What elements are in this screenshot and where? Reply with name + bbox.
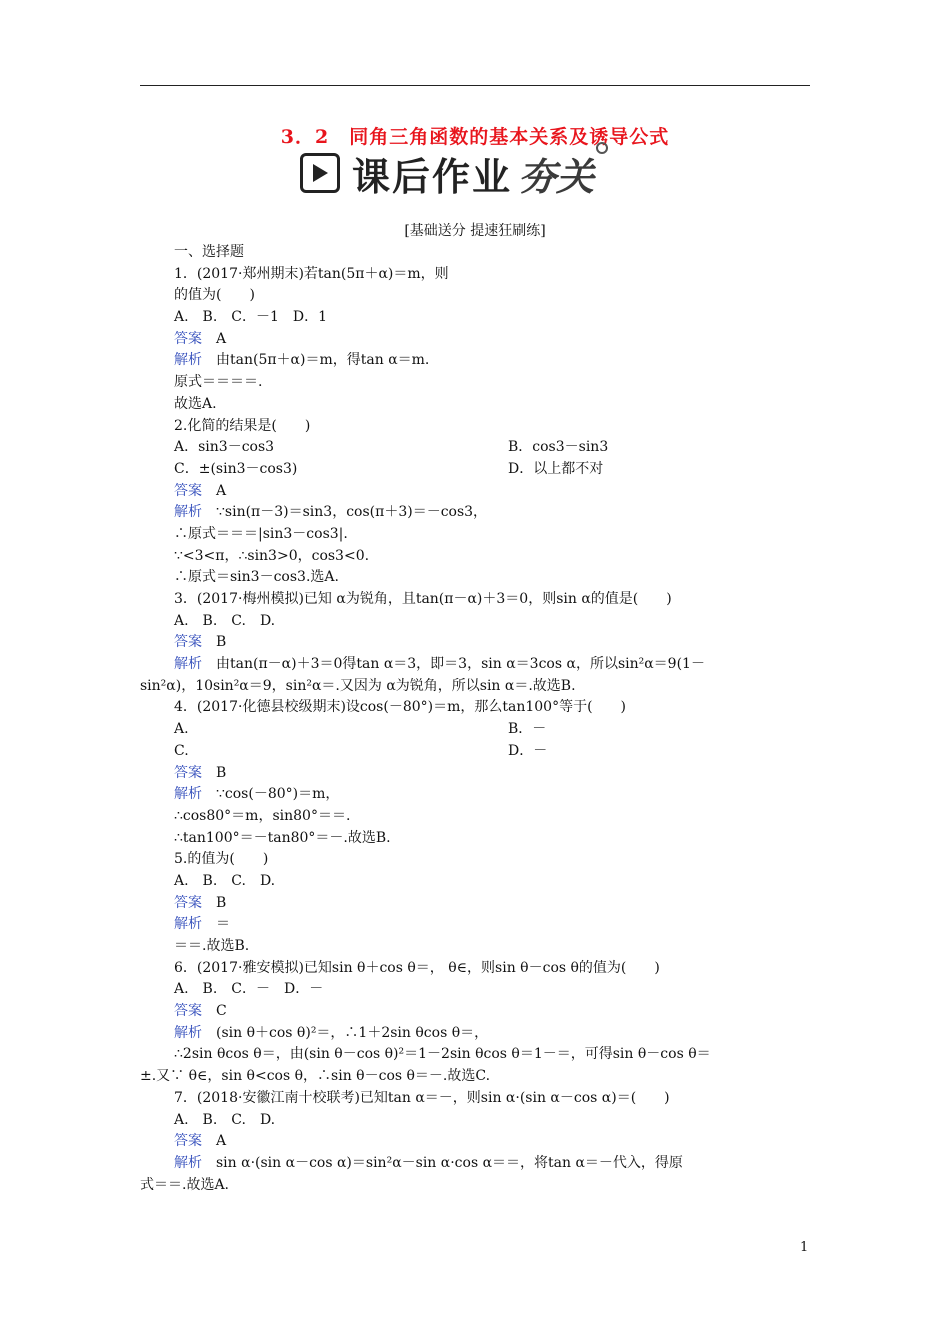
text-line <box>140 632 810 654</box>
text-line <box>140 958 810 980</box>
line-text: 的值为( ) <box>174 287 255 304</box>
line-text: A. B. C．－ D．－ <box>174 981 324 998</box>
section-subtitle: [基础送分 提速狂刷练] <box>404 223 546 239</box>
option-right: D．以上都不对 <box>508 460 604 477</box>
line-text: ∴tan100°＝－tan80°＝－.故选B. <box>174 829 391 846</box>
line-text: 由tan(5π＋α)＝m，得tan α＝m. <box>216 352 430 369</box>
text-line <box>140 459 810 481</box>
answer-label: 答案 <box>174 1003 202 1020</box>
text-line <box>140 437 810 459</box>
answer-label: 答案 <box>174 482 202 499</box>
analysis-label: 解析 <box>174 1154 202 1171</box>
line-text: ∴cos80°＝m，sin80°＝＝. <box>174 807 351 824</box>
answer-label: 答案 <box>174 1133 202 1150</box>
line-text: ±.又∵ θ∈，sin θ<cos θ，∴sin θ－cos θ＝－.故选C. <box>140 1068 491 1085</box>
text-line <box>140 1044 810 1066</box>
text-line <box>140 979 810 1001</box>
line-text: A <box>216 1133 227 1150</box>
text-line <box>140 1023 810 1045</box>
line-text: 1．(2017·郑州期末)若tan(5π＋α)＝m，则 <box>174 265 449 282</box>
text-line <box>140 936 810 958</box>
text-line <box>140 1066 810 1088</box>
text-line <box>140 546 810 568</box>
option-left: A．sin3－cos3 <box>174 439 275 456</box>
text-line <box>140 567 810 589</box>
page-number: 1 <box>800 1240 809 1255</box>
line-text: 原式＝＝＝＝. <box>174 374 263 391</box>
text-line <box>140 806 810 828</box>
line-text: A <box>216 330 227 347</box>
line-text: C <box>216 1003 227 1020</box>
analysis-label: 解析 <box>174 1024 202 1041</box>
text-line <box>140 307 810 329</box>
text-line <box>140 589 810 611</box>
text-line <box>140 1001 810 1023</box>
text-line <box>140 1131 810 1153</box>
line-text: ＝ <box>216 916 230 933</box>
option-left: C. <box>174 742 189 759</box>
text-line <box>140 849 810 871</box>
line-text: 5.的值为( ) <box>174 851 269 868</box>
line-text: 一、选择题 <box>174 244 244 260</box>
analysis-label: 解析 <box>174 916 202 933</box>
text-line <box>140 1088 810 1110</box>
answer-label: 答案 <box>174 330 202 347</box>
text-line <box>140 329 810 351</box>
header-rule <box>140 85 810 86</box>
line-text: A. B. C. D. <box>174 1111 276 1128</box>
text-line <box>140 784 810 806</box>
line-text: 故选A. <box>174 395 217 412</box>
text-line <box>140 741 810 763</box>
line-text: (sin θ＋cos θ)²＝，∴1＋2sin θcos θ＝， <box>216 1024 489 1041</box>
analysis-label: 解析 <box>174 504 202 521</box>
text-line <box>140 372 810 394</box>
line-text: A. B. C. D. <box>174 872 276 889</box>
text-line <box>140 697 810 719</box>
analysis-label: 解析 <box>174 352 202 369</box>
answer-label: 答案 <box>174 634 202 651</box>
text-line <box>140 242 810 264</box>
answer-label: 答案 <box>174 764 202 781</box>
line-text: ＝＝.故选B. <box>174 938 250 954</box>
option-right: D．－ <box>508 742 548 759</box>
text-line <box>140 676 810 698</box>
text-line <box>140 1153 810 1175</box>
line-text: A <box>216 482 227 499</box>
line-text: 4．(2017·化德县校级期末)设cos(－80°)＝m，那么tan100°等于( ) <box>174 699 627 716</box>
text-line <box>140 264 810 286</box>
text-line <box>140 654 810 676</box>
text-line <box>140 914 810 936</box>
line-text: sin α·(sin α－cos α)＝sin²α－sin α·cos α＝＝，将tan α＝－代入，得原 <box>216 1154 683 1171</box>
text-line <box>140 394 810 416</box>
line-text: B <box>216 894 227 911</box>
text-line <box>140 285 810 307</box>
line-text: ∴原式＝sin3－cos3.选A. <box>174 569 339 586</box>
text-line <box>140 1110 810 1132</box>
line-text: 3．(2017·梅州模拟)已知 α为锐角，且tan(π－α)＋3＝0，则sin α的值是( ) <box>174 591 672 607</box>
option-right: B．－ <box>508 721 547 738</box>
option-left: A. <box>174 721 189 738</box>
text-line <box>140 481 810 503</box>
text-line <box>140 763 810 785</box>
line-text: A. B. C. D. <box>174 612 276 629</box>
banner-text: 课后作业 <box>352 154 513 199</box>
line-text: A. B. C．－1 D．1 <box>174 309 328 326</box>
line-text: ∴原式＝＝＝|sin3－cos3|. <box>174 525 348 542</box>
text-line <box>140 893 810 915</box>
banner-logo: 夯关 <box>518 146 594 201</box>
answer-label: 答案 <box>174 894 202 911</box>
text-line <box>140 524 810 546</box>
text-line <box>140 611 810 633</box>
line-text: ∵sin(π－3)＝sin3，cos(π＋3)＝－cos3， <box>216 504 488 521</box>
text-line <box>140 1175 810 1197</box>
play-icon <box>300 153 340 193</box>
line-text: 式＝＝.故选A. <box>140 1176 230 1193</box>
text-line <box>140 719 810 741</box>
text-line <box>140 350 810 372</box>
text-line <box>140 828 810 850</box>
section-banner <box>300 150 595 199</box>
line-text: sin²α)，10sin²α＝9，sin²α＝.又因为 α为锐角，所以sin α＝.故选B. <box>140 677 576 694</box>
exercise-content <box>140 242 810 1196</box>
analysis-label: 解析 <box>174 786 202 803</box>
line-text: B <box>216 764 227 781</box>
line-text: ∵cos(－80°)＝m， <box>216 786 340 803</box>
line-text: 2.化简的结果是( ) <box>174 417 311 434</box>
text-line <box>140 502 810 524</box>
line-text: 7．(2018·安徽江南十校联考)已知tan α＝－，则sin α·(sin α－cos α)＝( ) <box>174 1089 670 1106</box>
analysis-label: 解析 <box>174 656 202 673</box>
text-line <box>140 871 810 893</box>
line-text: ∴2sin θcos θ＝，由(sin θ－cos θ)²＝1－2sin θcos θ＝1－＝，可得sin θ－cos θ＝ <box>174 1046 711 1063</box>
line-text: 由tan(π－α)＋3＝0得tan α＝3，即＝3，sin α＝3cos α，所以sin²α＝9(1－ <box>216 656 705 673</box>
text-line <box>140 416 810 438</box>
option-left: C．±(sin3－cos3) <box>174 460 298 477</box>
line-text: 6．(2017·雅安模拟)已知sin θ＋cos θ＝， θ∈，则sin θ－cos θ的值为( ) <box>174 959 660 976</box>
line-text: B <box>216 634 227 651</box>
page-title: 3．2 同角三角函数的基本关系及诱导公式 <box>280 126 670 148</box>
line-text: ∵<3<π，∴sin3>0，cos3<0. <box>174 547 370 564</box>
option-right: B．cos3－sin3 <box>508 439 609 456</box>
